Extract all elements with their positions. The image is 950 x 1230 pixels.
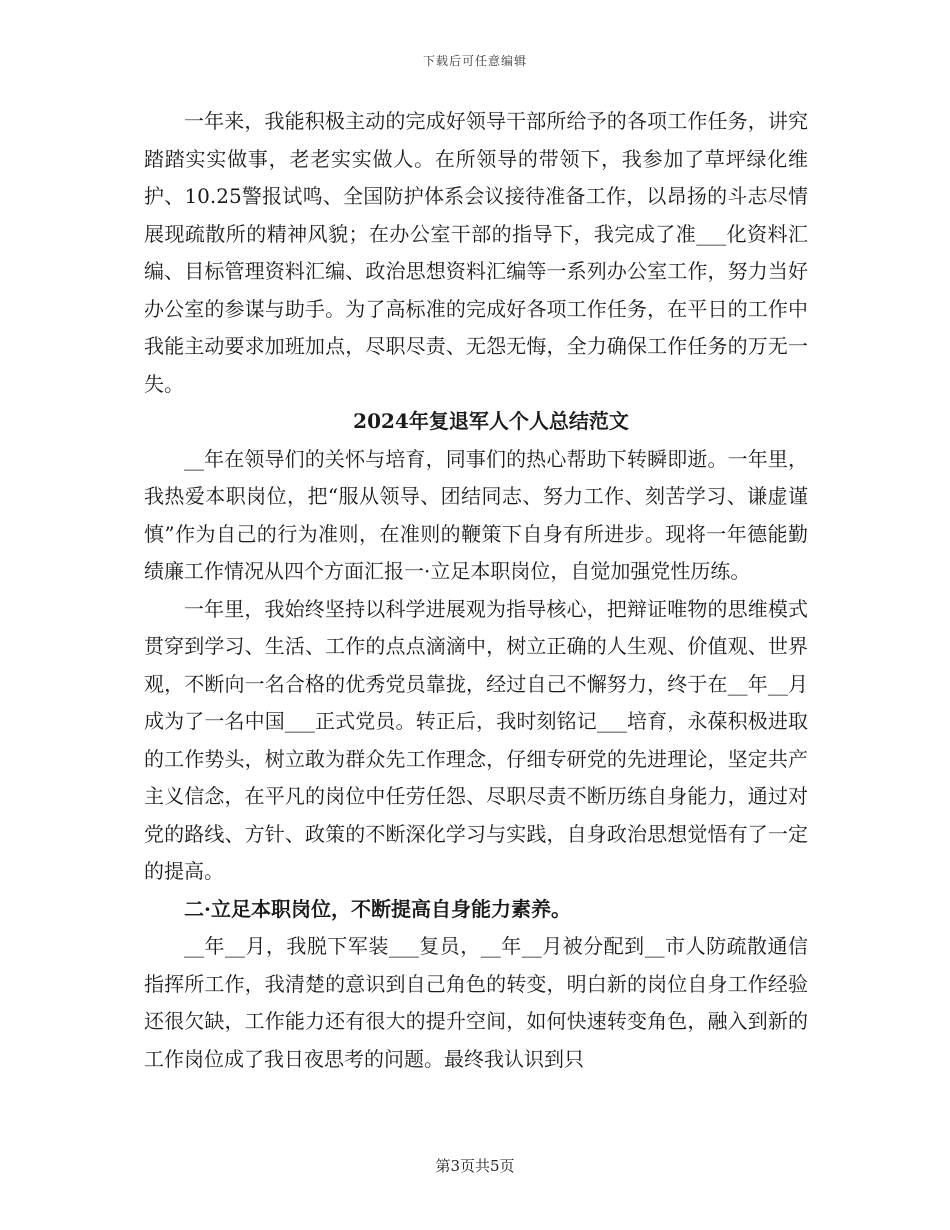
page-number-footer: 第3页共5页 (435, 1157, 515, 1175)
document-body (144, 103, 808, 1078)
paragraph-party-training: 一年里，我始终坚持以科学进展观为指导核心，把辩证唯物的思维模式贯穿到学习、生活、工作的点点滴滴中，树立正确的人生观、价值观、世界观，不断向一名合格的优秀党员靠拢，经过自己不懈努力，终于在__年__月成为了一名中国___正式党员。转正后，我时刻铭记___培育，永葆积极进取的工作势头，树立敢为群众先工作理念，仔细专研党的先进理论，坚定共产主义信念，在平凡的岗位中任劳任怨、尽职尽责不断历练自身能力，通过对党的路线、方针、政策的不断深化学习与实践，自身政治思想觉悟有了一定的提高。 (144, 596, 808, 883)
paragraph-work-summary: 一年来，我能积极主动的完成好领导干部所给予的各项工作任务，讲究踏踏实实做事，老老实实做人。在所领导的带领下，我参加了草坪绿化维护、10.25警报试鸣、全国防护体系会议接待准备工作，以昂扬的斗志尽情展现疏散所的精神风貌；在办公室干部的指导下，我完成了准___化资料汇编、目标管理资料汇编、政治思想资料汇编等一系列办公室工作，努力当好办公室的参谋与助手。为了高标准的完成好各项工作任务，在平日的工作中我能主动要求加班加点，尽职尽责、无怨无悔，全力确保工作任务的万无一失。 (144, 109, 808, 396)
paragraph-introduction: __年在领导们的关怀与培育，同事们的热心帮助下转瞬即逝。一年里，我热爱本职岗位，把“服从领导、团结同志、努力工作、刻苦学习、谦虚谨慎”作为自己的行为准则，在准则的鞭策下自身有所进步。现将一年德能勤绩廉工作情况从四个方面汇报一·立足本职岗位，自觉加强党性历练。 (144, 446, 808, 583)
document-title: 2024年复退军人个人总结范文 (353, 409, 629, 433)
page-header-note: 下载后可任意编辑 (422, 54, 527, 68)
section-heading-two: 二·立足本职岗位，不断提高自身能力素养。 (184, 896, 571, 921)
paragraph-new-role: __年__月，我脱下军装___复员，__年__月被分配到__市人防疏散通信指挥所工作，我清楚的意识到自己角色的转变，明白新的岗位自身工作经验还很欠缺，工作能力还有很大的提升空间，如何快速转变角色，融入到新的工作岗位成了我日夜思考的问题。最终我认识到只 (144, 934, 808, 1071)
